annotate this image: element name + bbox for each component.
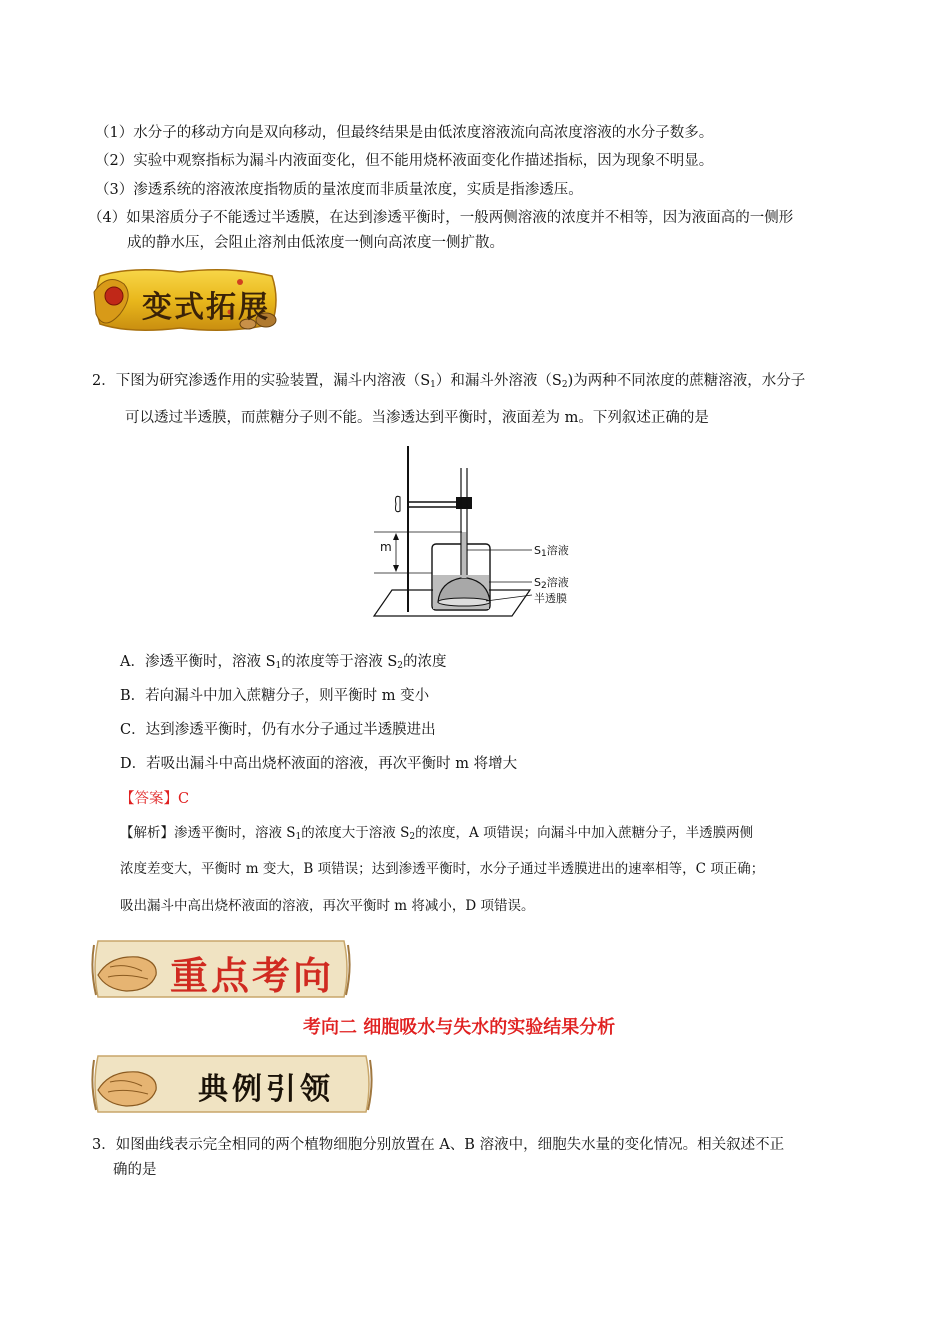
option-c: C．达到渗透平衡时，仍有水分子通过半透膜进出 [120,722,436,738]
typical-example-title: 典例引领 [198,1072,334,1107]
variant-expansion-banner [90,262,282,338]
key-direction-banner [90,935,352,1003]
section-title: 考向二 细胞吸水与失水的实验结果分析 [303,1017,616,1038]
note-3: （3）渗透系统的溶液浓度指物质的量浓度而非质量浓度，实质是指渗透压。 [95,182,583,198]
note-4-cont: 成的静水压，会阻止溶剂由低浓度一侧向高浓度一侧扩散。 [127,235,504,251]
q3-stem-line2: 确的是 [113,1162,157,1178]
option-b: B．若向漏斗中加入蔗糖分子，则平衡时 m 变小 [120,688,430,704]
option-a: A．渗透平衡时，溶液 $S_1$的浓度等于溶液 $S_2$的浓度 [120,654,447,671]
membrane-label: 半透膜 [534,592,567,605]
s2-solution-label: $S_2$溶液 [534,576,569,591]
osmosis-apparatus-figure [370,440,580,620]
q3-stem-line1: 3．如图曲线表示完全相同的两个植物细胞分别放置在 A、B 溶液中，细胞失水量的变化情况。相关叙述不正 [92,1137,785,1153]
s1-solution-label: $S_1$溶液 [534,544,569,559]
variant-expansion-title: 变式拓展 [142,290,270,325]
option-d: D．若吸出漏斗中高出烧杯液面的溶液，再次平衡时 m 将增大 [120,756,518,772]
m-label: m [380,540,392,554]
q2-stem-line1: 2．下图为研究渗透作用的实验装置，漏斗内溶液$(S_1)$和漏斗外溶液$(S_2)$为两种不同浓度的蔗糖溶液，水分子 [92,373,806,390]
answer: 【答案】C [120,791,190,807]
q2-stem-line2: 可以透过半透膜，而蔗糖分子则不能。当渗透达到平衡时，液面差为 m。下列叙述正确的是 [125,410,709,426]
typical-example-banner [90,1050,374,1118]
note-4: （4）如果溶质分子不能透过半透膜，在达到渗透平衡时，一般两侧溶液的浓度并不相等，因为液面高的一侧形 [88,210,794,226]
explanation-line3: 吸出漏斗中高出烧杯液面的溶液，再次平衡时 m 将减小，D 项错误。 [120,898,535,914]
explanation-line2: 浓度差变大，平衡时 m 变大，B 项错误；达到渗透平衡时，水分子通过半透膜进出的速率相等，C 项正确； [120,861,765,877]
key-direction-title: 重点考向 [170,953,335,998]
note-1: （1）水分子的移动方向是双向移动，但最终结果是由低浓度溶液流向高浓度溶液的水分子数多。 [95,125,714,141]
note-2: （2）实验中观察指标为漏斗内液面变化，但不能用烧杯液面变化作描述指标，因为现象不明显。 [95,153,714,169]
explanation-line1: 【解析】渗透平衡时，溶液 $S_1$的浓度大于溶液 $S_2$的浓度，A 项错误；向漏斗中加入蔗糖分子，半透膜两侧 [120,825,754,842]
